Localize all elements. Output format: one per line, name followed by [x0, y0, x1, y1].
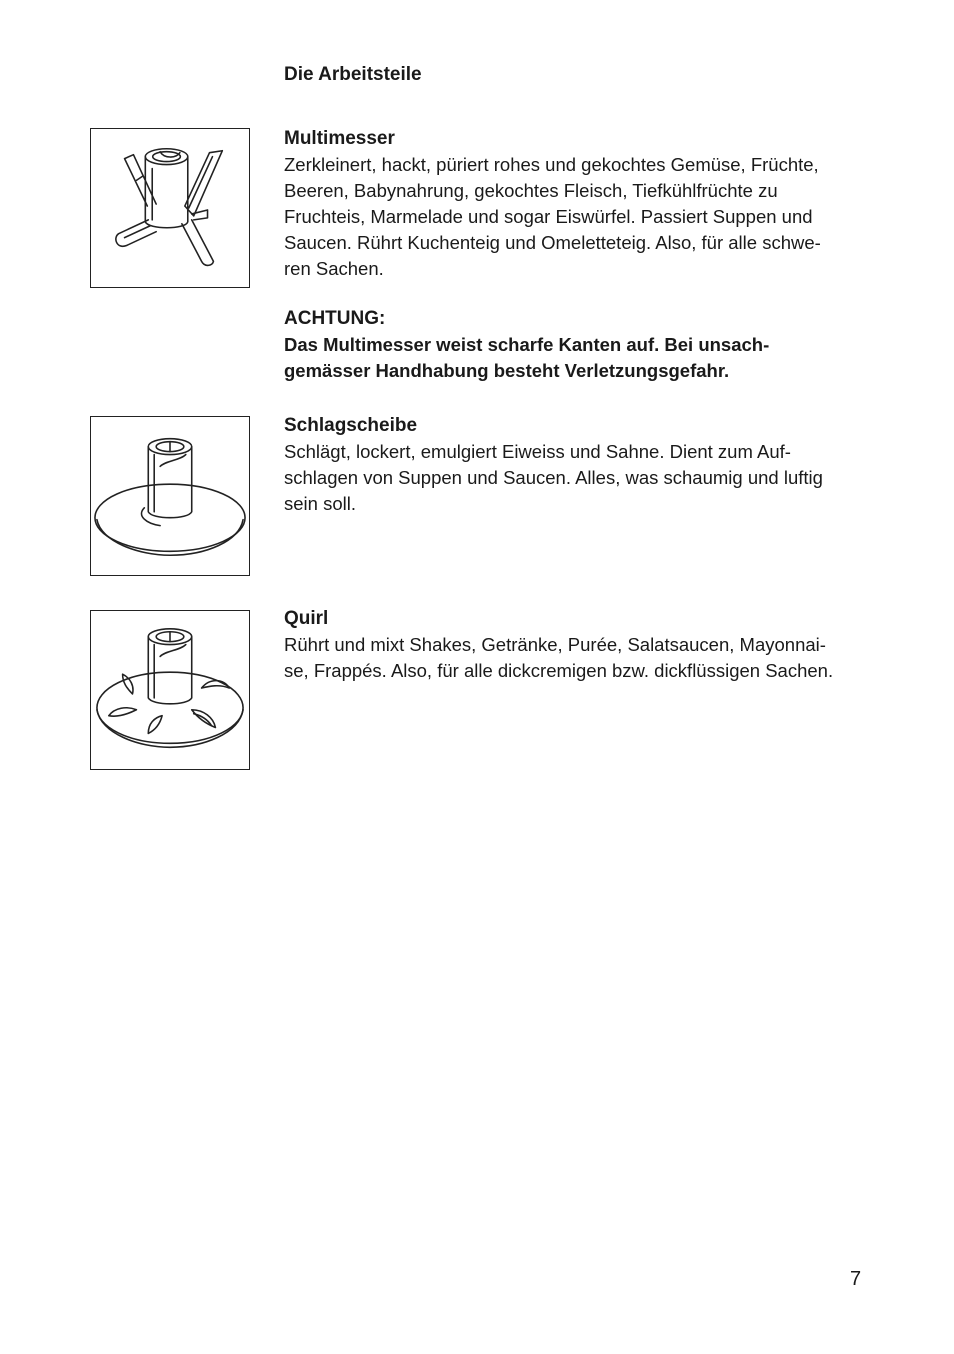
multimesser-blade-icon [91, 129, 249, 287]
schlagscheibe-line: schlagen von Suppen und Saucen. Alles, was schaumig und luftig [284, 467, 823, 488]
warning-text [284, 332, 874, 384]
schlagscheibe-description [284, 439, 874, 517]
warning-line: Das Multimesser weist scharfe Kanten auf. Bei unsach- [284, 334, 770, 355]
multimesser-section [284, 126, 874, 282]
multimesser-line: Saucen. Rührt Kuchenteig und Omeletteteig. Also, für alle schwe- [284, 232, 821, 253]
page-heading: Die Arbeitsteile [284, 64, 422, 85]
quirl-illustration [90, 610, 250, 770]
multimesser-line: Beeren, Babynahrung, gekochtes Fleisch, Tiefkühlfrüchte zu [284, 180, 778, 201]
quirl-title: Quirl [284, 608, 329, 629]
page-number: 7 [850, 1268, 862, 1290]
multimesser-description [284, 152, 874, 282]
multimesser-line: Fruchteis, Marmelade und sogar Eiswürfel. Passiert Suppen und [284, 206, 813, 227]
warning-title: ACHTUNG: [284, 308, 386, 329]
quirl-disc-icon [91, 611, 249, 769]
schlagscheibe-line: sein soll. [284, 493, 356, 514]
schlagscheibe-title: Schlagscheibe [284, 415, 418, 436]
quirl-section [284, 606, 874, 684]
schlagscheibe-section [284, 413, 874, 517]
warning-line: gemässer Handhabung besteht Verletzungsgefahr. [284, 360, 730, 381]
quirl-line: Rührt und mixt Shakes, Getränke, Purée, Salatsaucen, Mayonnai- [284, 634, 826, 655]
quirl-description [284, 632, 874, 684]
schlagscheibe-illustration [90, 416, 250, 576]
multimesser-line: ren Sachen. [284, 258, 384, 279]
quirl-line: se, Frappés. Also, für alle dickcremigen bzw. dickflüssigen Sachen. [284, 660, 834, 681]
warning-section [284, 306, 874, 384]
multimesser-illustration [90, 128, 250, 288]
multimesser-line: Zerkleinert, hackt, püriert rohes und gekochtes Gemüse, Früchte, [284, 154, 819, 175]
whisk-disc-icon [91, 417, 249, 575]
schlagscheibe-line: Schlägt, lockert, emulgiert Eiweiss und Sahne. Dient zum Auf- [284, 441, 791, 462]
multimesser-title: Multimesser [284, 128, 395, 149]
